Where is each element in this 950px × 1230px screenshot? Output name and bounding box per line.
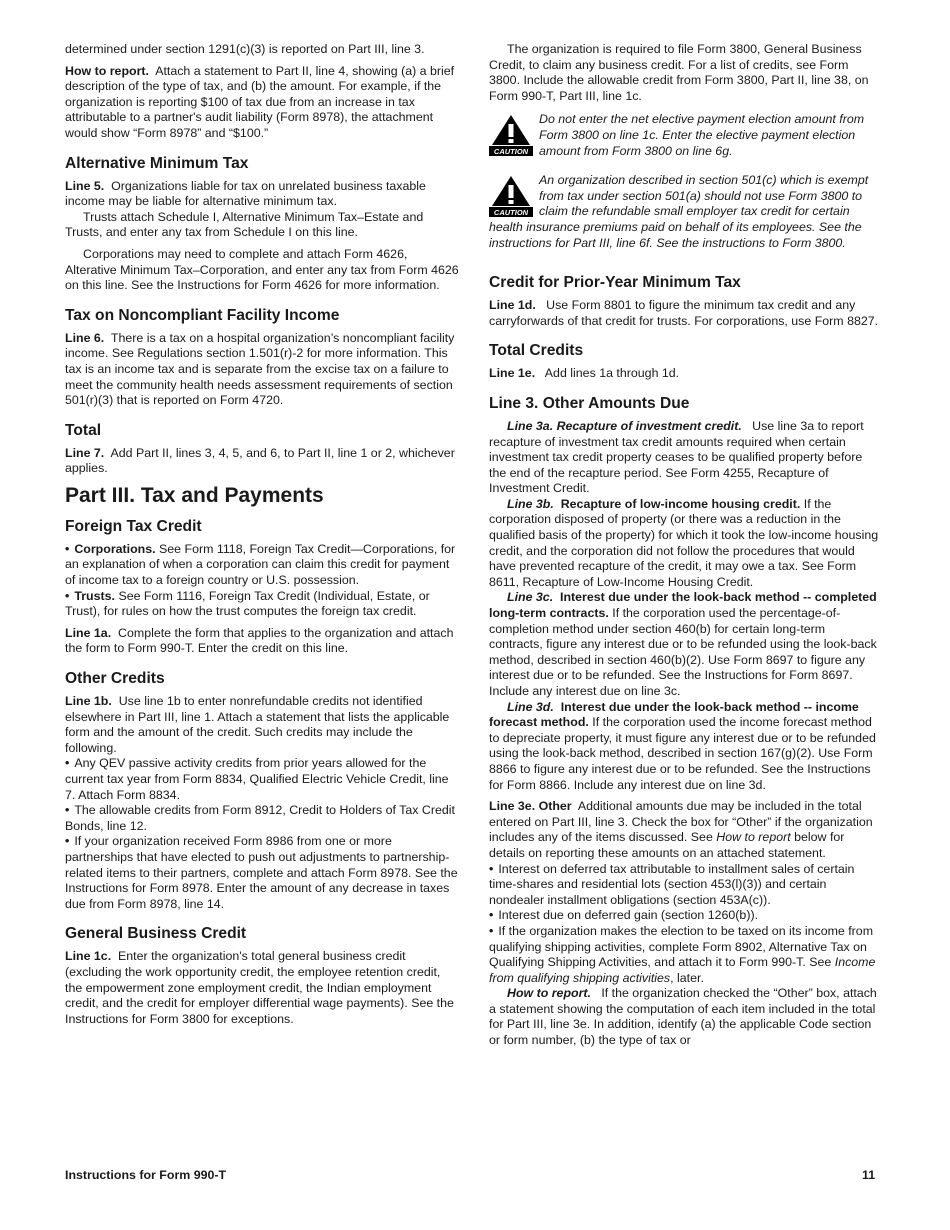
ftc-trusts-label: Trusts. xyxy=(74,588,115,603)
line6-label: Line 6. xyxy=(65,330,105,345)
line3b-label: Line 3b. xyxy=(507,496,554,511)
line3d-title: Interest due under the look-back method -- income forecast method. xyxy=(489,699,859,730)
line3e-bullet-3 xyxy=(489,924,882,986)
line3e-bullet-3-end: , later. xyxy=(670,970,704,985)
line1b-paragraph xyxy=(65,694,461,756)
how-to-report-paragraph xyxy=(65,64,461,142)
line1a-paragraph xyxy=(65,626,461,657)
other-credits-bullet-2: • The allowable credits from Form 8912, Credit to Holders of Tax Credit Bonds, line 12. xyxy=(65,803,461,834)
total-credits-heading: Total Credits xyxy=(489,342,584,360)
intro-continuation: determined under section 1291(c)(3) is reported on Part III, line 3. xyxy=(65,42,425,56)
line3b-paragraph xyxy=(489,497,882,591)
foreign-tax-credit-heading: Foreign Tax Credit xyxy=(65,517,202,535)
prior-year-heading: Credit for Prior-Year Minimum Tax xyxy=(489,274,741,292)
line7-paragraph xyxy=(65,446,461,477)
line5-label: Line 5. xyxy=(65,178,105,193)
other-credits-heading: Other Credits xyxy=(65,670,165,688)
trusts-paragraph: Trusts attach Schedule I, Alternative Minimum Tax–Estate and Trusts, and enter any tax from Schedule I on this line. xyxy=(65,209,424,240)
line5-paragraph xyxy=(65,179,461,210)
line3d-label: Line 3d. xyxy=(507,699,554,714)
line3c-paragraph xyxy=(489,590,882,699)
caution-box-2 xyxy=(489,173,882,251)
line1d-paragraph xyxy=(489,298,882,329)
line1b-text: Use line 1b to enter nonrefundable credits not identified elsewhere in Part III, line 1. Attach a statement that lists the applicable form and the amount of the credit. Such credits may include the following. xyxy=(65,694,450,755)
line7-label: Line 7. xyxy=(65,445,105,460)
line3b-title: Recapture of low-income housing credit. xyxy=(560,496,801,511)
left-column xyxy=(65,42,461,1033)
how-to-report-label: How to report. xyxy=(65,63,149,78)
line5-text: Organizations liable for tax on unrelated business taxable income may be liable for alternative minimum tax. xyxy=(65,178,426,209)
line3c-title: Interest due under the look-back method -- completed long-term contracts. xyxy=(489,590,877,621)
shipping-activities-ref: Income from qualifying shipping activities xyxy=(489,955,876,985)
line6-paragraph xyxy=(65,331,461,409)
line3c-text: If the corporation used the percentage-of-completion method under section 460(b) for certain long-term contracts, figure any interest due or to be refunded using the look-back method, described in section 460(b)(2). Use Form 8697 to figure any interest due or to be refunded. See the Instructions for Form 8697. Include any interest due on line 3c. xyxy=(489,606,877,698)
line3e-bullet-3-text: If the organization makes the election to be taxed on its income from qualifying shipping activities, complete Form 8902, Alternative Tax on Qualifying Shipping Activities, and attach it to Form 990-T. See xyxy=(489,923,874,970)
line3d-paragraph xyxy=(489,700,882,794)
line1c-label: Line 1c. xyxy=(65,949,112,964)
line1e-text: Add lines 1a through 1d. xyxy=(544,366,680,381)
ftc-corporations-bullet xyxy=(65,542,461,589)
line1a-text: Complete the form that applies to the organization and attach the form to Form 990-T. Enter the credit on this line. xyxy=(65,625,454,656)
line3b-text: If the corporation disposed of property (or there was a reduction in the qualified basis of the property) for which it took the low-income housing credit, and the corporation did not follow the procedures that would have prevented recapture of the credit, it may owe a tax. See Form 8611, Recapture of Low-Income Housing Credit. xyxy=(489,496,879,589)
ftc-trusts-text: See Form 1116, Foreign Tax Credit (Individual, Estate, or Trust), for rules on how the trust computes the foreign tax credit. xyxy=(65,588,430,619)
page-number: 11 xyxy=(862,1168,876,1182)
corporations-paragraph: Corporations may need to complete and attach Form 4626, Alterative Minimum Tax–Corporation, and enter any tax from Form 4626 on this line. See the Instructions for Form 4626 for more information. xyxy=(65,246,459,293)
line3a-label: Line 3a. Recapture of investment credit. xyxy=(507,418,742,433)
line3d-text: If the corporation used the income forecast method to depreciate property, it must figure any interest due or to be refunded using the look-back method, described in section 167(g)(2). Use Form 8866 to figure any interest due or to be refunded. See the Instructions for Form 8866. Include any interest due on line 3d. xyxy=(489,715,876,792)
how-to-report-2-text: If the organization checked the “Other” box, attach a statement showing the computation of each item included in the total for Part III, line 3e. In addition, identify (a) the applicable Code section or form number, (b) the type of tax or xyxy=(489,986,877,1048)
line1c-paragraph xyxy=(65,949,461,1027)
total-heading: Total xyxy=(65,421,102,439)
line3e-text-b: below for details on reporting these amounts on an attached statement. xyxy=(489,830,845,860)
caution-box-1 xyxy=(489,112,882,159)
footer-title: Instructions for Form 990-T xyxy=(65,1168,227,1182)
other-credits-bullet-1: • Any QEV passive activity credits from prior years allowed for the current tax year from Form 8834, Qualified Electric Vehicle Credit, line 7. Attach Form 8834. xyxy=(65,756,461,803)
line7-text: Add Part II, lines 3, 4, 5, and 6, to Part II, line 1 or 2, whichever applies. xyxy=(65,445,455,476)
caution-text-2: An organization described in section 501(c) which is exempt from tax under section 501(a) should not use Form 3800 to claim the refundable small employer tax credit for certain health insurance premiums paid on behalf of its employees. See the instructions for Part III, line 6f. See the instructions to Form 3800. xyxy=(489,173,869,250)
line3a-text: Use line 3a to report recapture of investment tax credit amounts required when certain investment tax credit property ceases to be qualified property before the end of the recapture period. See Form 4255, Recapture of Investment Credit. xyxy=(489,418,864,496)
line1c-text: Enter the organization's total general business credit (excluding the work opportunity credit, the employee retention credit, the empowerment zone employment credit, the Indian employment credit, and the credit for employer differential wage payments). See the Instructions for Form 3800 for exceptions. xyxy=(65,949,454,1026)
line3e-how-to-report-ref: How to report xyxy=(716,830,791,845)
how-to-report-2-paragraph xyxy=(489,986,882,1048)
line1a-label: Line 1a. xyxy=(65,625,112,640)
ftc-trusts-bullet xyxy=(65,589,461,620)
ftc-corporations-text: See Form 1118, Foreign Tax Credit—Corporations, for an explanation of when a corporation can claim this credit for payment of income tax to a foreign country or U.S. possession. xyxy=(65,541,456,588)
other-credits-bullet-3: • If your organization received Form 8986 from one or more partnerships that have elected to push out adjustments to partnership-related items to their partners, complete and attach Form 8978. See the Instructions for Form 8978. Enter the amount of any decrease in taxes due from Form 8978, line 14. xyxy=(65,834,461,912)
caution-icon xyxy=(489,114,533,156)
right-column xyxy=(489,42,882,1055)
line3e-paragraph xyxy=(489,799,882,861)
line1d-label: Line 1d. xyxy=(489,298,536,313)
ftc-corporations-label: Corporations. xyxy=(74,541,156,556)
line1e-paragraph xyxy=(489,366,882,382)
how-to-report-text: Attach a statement to Part II, line 4, showing (a) a brief description of the type of tax, and (b) the amount. For example, if the organization is reporting $100 of tax due from an increase in tax attributable to a partner's audit liability (Form 8978), the attachment would show “Form 8978” and “$100.” xyxy=(65,63,455,140)
line1b-label: Line 1b. xyxy=(65,694,112,709)
noncompliant-heading: Tax on Noncompliant Facility Income xyxy=(65,306,340,324)
line3c-label: Line 3c. xyxy=(507,590,554,605)
line3e-bullet-2: • Interest due on deferred gain (section 1260(b)). xyxy=(489,908,882,924)
part3-heading: Part III. Tax and Payments xyxy=(65,483,324,507)
how-to-report-2-label: How to report. xyxy=(507,986,591,1001)
line3e-bullet-1: • Interest on deferred tax attributable to installment sales of certain time-shares and residential lots (section 453(l)(3)) and certain nondealer installment obligations (section 453A(c)). xyxy=(489,862,882,909)
line3e-label: Line 3e. Other xyxy=(489,799,572,814)
caution-text-1: Do not enter the net elective payment election amount from Form 3800 on line 1c. Enter the elective payment election amount from Form 3800 on line 6g. xyxy=(539,112,865,158)
line3-heading: Line 3. Other Amounts Due xyxy=(489,394,690,412)
form-3800-paragraph: The organization is required to file Form 3800, General Business Credit, to claim any business credit. For a list of credits, see Form 3800. Include the allowable credit from Form 3800, Part II, line 38, on Form 990-T, Part III, line 1c. xyxy=(489,42,869,103)
line1e-label: Line 1e. xyxy=(489,366,536,381)
line3e-text-a: Additional amounts due may be included in the total entered on Part III, line 3. Check the box for “Other” if the organization includes any of the items discussed. See xyxy=(489,799,873,845)
line1d-text: Use Form 8801 to figure the minimum tax credit and any carryforwards of that credit for trusts. For corporations, use Form 8827. xyxy=(489,298,879,328)
line3a-paragraph xyxy=(489,419,882,497)
caution-icon-label: CAUTION xyxy=(493,208,529,218)
general-business-credit-heading: General Business Credit xyxy=(65,925,247,943)
line6-text: There is a tax on a hospital organization’s noncompliant facility income. See Regulations section 1.501(r)-2 for more information. This tax is an income tax and is separate from the excise tax on a failure to meet the community health needs assessment requirements of section 501(r)(3) that is reported on Form 4720. xyxy=(65,330,455,408)
caution-icon-label: CAUTION xyxy=(493,147,529,157)
amt-heading: Alternative Minimum Tax xyxy=(65,154,249,172)
caution-icon xyxy=(489,175,533,217)
